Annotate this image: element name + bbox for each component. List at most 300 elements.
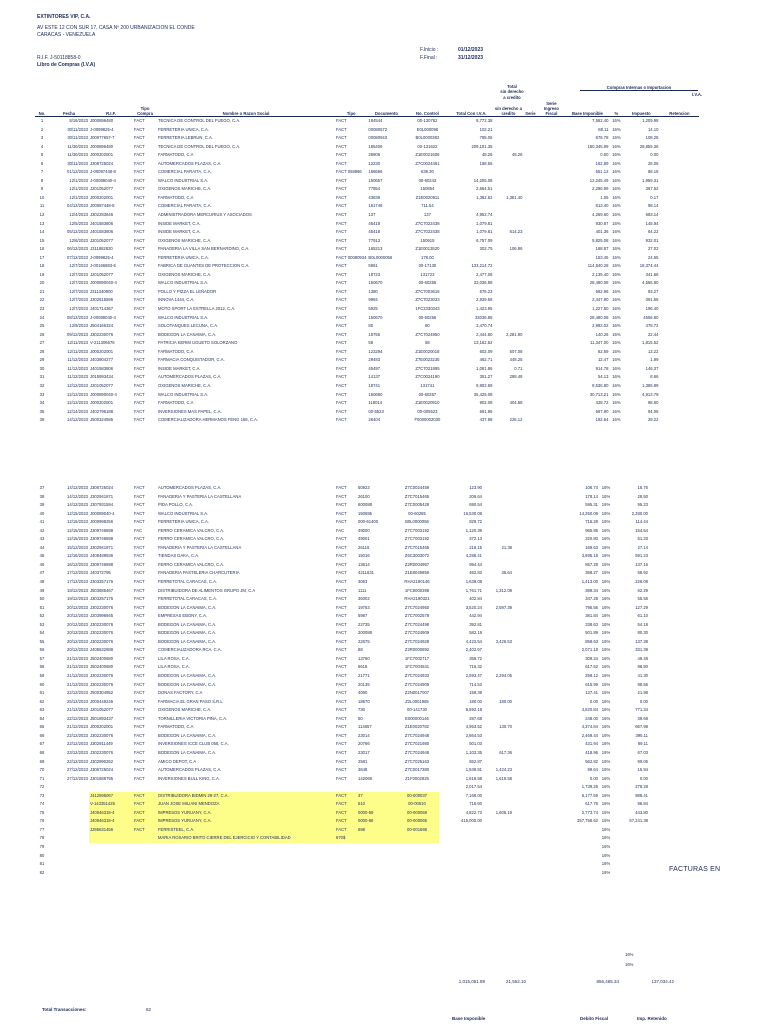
table-cell — [555, 843, 599, 852]
start-date-value: 01/12/2023 — [458, 47, 484, 53]
table-cell: Z7C7003192 — [404, 536, 430, 542]
table-cell — [523, 126, 537, 135]
table-cell: AUTOMERCADOS PLAZAS, C.A. — [158, 160, 222, 166]
table-cell: 857.28 — [585, 561, 598, 567]
table-cell: SOLOTANQUES LECUNA, C.A. — [158, 323, 219, 329]
table-cell: FACT — [134, 758, 145, 764]
table-cell — [527, 749, 555, 758]
table-cell: 602.09 — [479, 348, 493, 354]
table-cell: FACT — [134, 587, 145, 593]
table-cell: 62.29 — [637, 587, 648, 593]
table-cell: 0.00 — [589, 775, 598, 781]
table-cell — [537, 382, 565, 391]
table-cell: 0.00 — [650, 152, 659, 158]
table-cell: 35 — [39, 408, 45, 414]
table-cell: 50 — [358, 715, 363, 721]
table-cell: 180,345.99 — [587, 143, 609, 149]
table-cell: 16% — [601, 681, 611, 687]
table-cell: FACT — [134, 604, 145, 610]
table-row — [35, 783, 689, 792]
table-cell: 77854 — [368, 186, 381, 192]
table-row — [35, 296, 699, 305]
table-cell: LILA ROSA, C.A. — [158, 664, 190, 670]
table-row — [35, 578, 689, 587]
table-cell: 16% — [612, 400, 621, 406]
table-cell: BODEGON LA CANAIMA, C.A. — [158, 681, 217, 687]
table-cell — [527, 869, 555, 878]
table-cell: 1,209.98 — [642, 118, 659, 123]
table-cell — [335, 860, 357, 869]
table-cell — [527, 689, 555, 698]
table-cell: 1111 — [358, 587, 367, 593]
table-cell: FACT 058966 — [336, 169, 362, 175]
table-cell — [537, 365, 565, 374]
purchases-table-continued — [35, 484, 689, 877]
table-cell: FACT — [336, 314, 347, 320]
table-cell: 29.22 — [647, 417, 659, 423]
table-cell — [523, 408, 537, 417]
table-cell — [513, 493, 527, 502]
table-cell — [483, 834, 513, 843]
table-cell: 582.19 — [469, 630, 482, 636]
table-cell: LILA ROSA, C.A. — [158, 655, 190, 661]
table-cell: 68.60 — [647, 400, 659, 406]
table-row — [35, 681, 689, 690]
table-cell: FERRISTEEL, C.A. — [157, 826, 335, 835]
table-cell — [527, 484, 555, 493]
table-cell — [527, 860, 555, 869]
table-cell — [537, 322, 565, 331]
table-cell: 00-60256 — [418, 280, 437, 286]
table-cell: FACT — [134, 400, 145, 406]
table-cell: Z1F0002825 — [405, 775, 429, 781]
table-cell — [493, 177, 523, 186]
table-cell: 26118 — [358, 544, 370, 550]
table-cell — [483, 681, 513, 690]
table-cell: 34 — [39, 400, 45, 406]
table-cell: 8,536.80 — [592, 382, 609, 388]
table-cell: FACT — [335, 826, 357, 835]
table-cell — [523, 279, 537, 288]
table-row — [35, 740, 689, 749]
table-cell: TECNICA DE CONTROL DEL FUEGO, C.A. — [158, 143, 241, 149]
table-cell — [527, 646, 555, 655]
table-cell: 11/30/2023 — [67, 152, 88, 158]
table-cell: FACT — [134, 485, 145, 490]
table-cell: 00-60285 — [408, 510, 426, 516]
table-cell — [527, 681, 555, 690]
table-cell: 48.26 — [481, 152, 493, 158]
table-cell — [89, 843, 133, 852]
table-cell — [395, 843, 439, 852]
table-cell — [649, 629, 689, 638]
table-cell: 652.87 — [469, 758, 482, 764]
table-cell: FACT — [134, 382, 145, 388]
iva-group-header: I.V.A. — [692, 92, 703, 97]
table-cell — [659, 416, 699, 425]
table-cell: 37 — [39, 485, 45, 490]
company-rif: R.I.F. J-50118858-0 — [37, 55, 81, 61]
table-cell: J302911449 — [90, 741, 113, 747]
table-cell: 16% — [612, 348, 621, 354]
table-cell: 16% — [612, 323, 621, 329]
table-cell: 114857 — [358, 724, 372, 730]
table-cell: FACT — [336, 775, 347, 781]
table-cell: FACT — [336, 263, 347, 269]
table-row — [35, 305, 699, 314]
table-cell: 59 — [39, 673, 45, 679]
table-cell — [659, 288, 699, 297]
table-cell — [649, 783, 689, 792]
table-cell — [613, 852, 649, 861]
table-cell: 79 — [39, 843, 45, 849]
table-cell: J000890040-4 — [90, 391, 117, 397]
table-cell: 401.36 — [595, 229, 609, 235]
table-cell: 226.12 — [509, 417, 523, 423]
table-cell — [483, 792, 513, 801]
table-cell: J015993434 — [90, 374, 114, 380]
table-row — [35, 663, 689, 672]
table-cell: 60 — [39, 681, 45, 687]
table-cell: FACT — [134, 553, 145, 559]
table-cell — [357, 783, 395, 792]
table-cell — [513, 698, 527, 707]
table-cell: 28,855.36 — [639, 143, 659, 149]
table-cell: FACT — [336, 306, 347, 312]
table-cell: J502400680 — [90, 664, 114, 670]
table-cell: FACT — [134, 417, 145, 423]
table-cell: 30,713.21 — [589, 391, 609, 397]
table-cell: 1,539.81 — [465, 767, 482, 773]
company-address-2: CARACAS - VENEZUELA — [37, 32, 96, 38]
table-cell: 150670 — [368, 280, 383, 286]
table-row — [35, 552, 689, 561]
table-cell — [537, 245, 565, 254]
table-cell — [483, 612, 513, 621]
table-row — [35, 348, 699, 357]
table-cell — [395, 869, 439, 878]
table-row — [35, 587, 689, 596]
table-cell: FACT — [336, 408, 347, 414]
table-cell: 287.68 — [469, 715, 482, 721]
table-cell: 27/12/2023 — [67, 767, 88, 773]
table-cell — [649, 681, 689, 690]
table-cell: J306725024 — [90, 160, 114, 166]
table-cell — [527, 552, 555, 561]
table-cell: 28 — [39, 348, 45, 354]
table-cell: 21771 — [358, 673, 370, 679]
table-cell: FAC — [134, 527, 143, 533]
table-cell: 5961 — [368, 263, 378, 269]
table-cell: 99.64 — [587, 767, 598, 773]
table-cell: J201052077 — [90, 382, 114, 388]
table-cell: 15016 — [358, 553, 370, 559]
table-cell — [523, 356, 537, 365]
table-cell: 30/11/2023 — [67, 126, 88, 132]
table-cell: 80 — [425, 323, 430, 329]
table-cell: FACT — [134, 331, 145, 337]
table-cell — [649, 740, 689, 749]
table-cell: J405632888 — [90, 647, 114, 653]
table-cell: 98.56 — [637, 681, 648, 687]
table-cell: FERRETOTAL CARACAS, C.A. — [158, 596, 218, 602]
table-cell: 56 — [39, 647, 45, 653]
table-cell: J401583806 — [90, 229, 114, 235]
table-cell: FACT — [335, 809, 357, 818]
table-cell: 582.96 — [595, 288, 609, 294]
table-cell: J309746898 — [90, 561, 114, 567]
table-cell: FACT — [134, 596, 145, 602]
table-cell — [649, 518, 689, 527]
table-cell: 142068 — [358, 775, 372, 781]
table-cell: J302230076 — [90, 331, 114, 337]
table-cell — [357, 869, 395, 878]
table-cell: MARIA ROSARIO BRITO CIERRE DEL EJERCICIO Y CONTABILIDAD — [157, 834, 335, 843]
table-cell: 16% — [612, 254, 621, 260]
table-cell — [133, 843, 157, 852]
table-cell: 341.66 — [645, 271, 659, 277]
table-cell: 37 — [357, 792, 395, 801]
table-cell: FARMATODO, C.A — [158, 194, 194, 200]
table-cell: 683.14 — [645, 212, 659, 218]
table-cell — [649, 501, 689, 510]
table-row — [35, 262, 699, 271]
table-cell: 3,520.24 — [465, 604, 482, 610]
table-cell — [527, 775, 555, 784]
table-cell: J000202001 — [90, 724, 114, 730]
table-cell — [649, 843, 689, 852]
table-cell: FACT — [134, 169, 145, 175]
table-cell: FACT — [133, 817, 157, 826]
table-cell: FACT — [336, 374, 347, 380]
table-cell: FACT — [336, 382, 347, 388]
table-row — [35, 510, 689, 519]
table-cell — [659, 322, 699, 331]
table-cell: 714.53 — [469, 681, 482, 687]
column-header: Retencion — [659, 100, 699, 117]
table-cell: 510 — [357, 800, 395, 809]
table-cell: 1,739.26 — [581, 784, 598, 790]
table-cell — [513, 561, 527, 570]
table-cell — [513, 715, 527, 724]
table-cell: 16% — [601, 775, 611, 781]
table-cell: FACT — [134, 160, 145, 166]
table-cell: FACT — [336, 732, 347, 738]
table-cell: 49.48 — [637, 655, 648, 661]
table-cell — [649, 587, 689, 596]
column-header: Base Imponible — [565, 100, 609, 117]
table-cell: 00-60243 — [418, 177, 437, 183]
table-cell — [649, 715, 689, 724]
table-cell — [527, 706, 555, 715]
table-cell: 16% — [601, 698, 611, 704]
table-cell: 43839 — [368, 194, 381, 200]
table-cell: 54.13 — [597, 374, 609, 380]
table-cell: FACT — [134, 143, 145, 149]
table-cell: Z1E0021608 — [415, 152, 440, 158]
table-cell — [133, 869, 157, 878]
table-cell — [493, 168, 523, 177]
table-cell: 20135 — [358, 681, 370, 687]
table-row — [35, 852, 689, 861]
table-cell — [449, 202, 493, 211]
table-cell: J302230076 — [90, 621, 114, 627]
table-cell: 16% — [612, 212, 621, 218]
table-cell: J302230076 — [90, 681, 114, 687]
table-cell: FACT — [134, 254, 145, 260]
table-cell: J504166324 — [90, 323, 114, 329]
table-cell: Z7C7023033 — [415, 297, 440, 303]
table-cell: 5 — [40, 152, 44, 158]
table-cell: FERRETERIA LEBRUN, C.A. — [158, 135, 213, 141]
table-cell: 16% — [601, 861, 611, 867]
table-cell — [513, 484, 527, 493]
table-cell — [493, 220, 523, 229]
table-cell: 90.05 — [637, 758, 648, 764]
table-row — [35, 655, 689, 664]
table-row — [35, 211, 699, 220]
table-row — [35, 723, 689, 732]
table-cell: FACT — [336, 220, 347, 226]
footer-base-label: Base Imponible — [452, 1016, 486, 1021]
table-cell: 715.28 — [585, 519, 598, 525]
table-cell: 3 — [40, 135, 44, 141]
table-row — [35, 279, 699, 288]
table-cell — [513, 783, 527, 792]
table-cell: FACT — [336, 493, 347, 499]
table-cell: 367.52 — [645, 186, 659, 192]
column-header: No. Control — [405, 100, 449, 117]
table-cell: POLLO Y PIZZA EL LEÑADOR — [158, 288, 217, 294]
table-cell: 501.03 — [469, 741, 482, 747]
table-cell: 58 — [39, 664, 45, 670]
table-cell — [523, 262, 537, 271]
table-cell: Z6C3003072 — [404, 553, 430, 559]
table-cell: WALCO INDUSTRIAL S.A. — [158, 177, 209, 183]
table-cell: 15 — [39, 237, 45, 243]
table-cell: 57,241.38 — [629, 818, 648, 824]
table-cell: 1,227.50 — [592, 306, 609, 312]
extra-pct-2: 16% — [625, 962, 634, 967]
table-cell: 180.00 — [469, 698, 482, 704]
table-cell: AUTOMERCADOS PLAZAS, C.A. — [158, 374, 222, 380]
table-cell — [523, 194, 537, 203]
table-cell: 137.38 — [635, 638, 648, 644]
table-cell: FACT — [133, 826, 157, 835]
table-cell: 20/12/2023 — [67, 630, 88, 636]
table-cell: Z2N0017007 — [404, 690, 430, 696]
table-cell: Z2L0001965 — [405, 698, 429, 704]
table-cell — [49, 817, 89, 826]
table-cell: Z7C7002578 — [404, 613, 430, 619]
table-row — [35, 843, 689, 852]
table-cell: FACT — [134, 519, 145, 525]
table-cell — [649, 595, 689, 604]
table-cell: OXIGENOS MARICHE, C.A. — [158, 271, 212, 277]
table-cell: 20/12/2023 — [67, 638, 88, 644]
table-cell: 20/12/2023 — [67, 647, 88, 653]
table-cell: 2581 — [358, 758, 368, 764]
table-cell — [513, 869, 527, 878]
table-cell: 16% — [601, 613, 611, 619]
table-cell: 2,469.44 — [581, 732, 598, 738]
table-cell: 595.31 — [585, 502, 598, 508]
table-cell: FACT — [134, 306, 145, 312]
table-cell: 12/7/2023 — [69, 297, 88, 303]
table-cell: FACT — [134, 647, 145, 653]
table-cell: 278.28 — [635, 784, 648, 790]
table-cell: 80 — [368, 323, 374, 329]
table-cell: 357,758.62 — [577, 818, 598, 824]
table-cell — [483, 817, 513, 826]
table-cell — [527, 663, 555, 672]
total-impuesto: 137,034.42 — [651, 979, 674, 984]
table-cell: 2,447.90 — [592, 297, 609, 303]
table-cell: FACT — [336, 340, 347, 346]
table-cell — [493, 134, 523, 143]
table-cell: 12/1/2023 — [69, 177, 88, 183]
table-cell: 16% — [612, 263, 621, 269]
table-row — [35, 809, 689, 818]
table-cell: Z7C7003192 — [404, 527, 430, 533]
table-cell: 389.34 — [585, 587, 598, 593]
table-cell: 4,822.73 — [465, 809, 482, 815]
table-cell — [493, 322, 523, 331]
table-cell: 1.99 — [650, 357, 659, 363]
table-cell: FACT — [336, 280, 347, 286]
table-cell: FACT — [134, 348, 145, 354]
table-cell: 12/7/2023 — [69, 306, 88, 312]
table-cell: FACT — [336, 152, 347, 158]
table-cell — [659, 194, 699, 203]
table-cell: 127.29 — [635, 604, 648, 610]
table-cell: WALCO INDUSTRIAL S.A. — [158, 510, 209, 516]
table-row — [35, 860, 689, 869]
table-cell: 2,294.05 — [495, 673, 512, 679]
table-cell: FACT — [134, 502, 145, 508]
table-cell: 16% — [601, 493, 611, 499]
table-cell: 12/11/2023 — [67, 340, 88, 346]
table-cell — [649, 578, 689, 587]
table-cell: 1,061.86 — [476, 365, 493, 371]
table-cell: 331.39 — [635, 647, 648, 653]
table-row — [35, 672, 689, 681]
table-cell — [527, 843, 555, 852]
table-cell: 0.71 — [514, 365, 523, 371]
table-cell: J000998256 — [90, 519, 114, 525]
table-cell — [649, 758, 689, 767]
table-cell: FACT — [336, 630, 347, 636]
table-cell: 12/15/2023 — [67, 510, 88, 516]
table-cell: COMERCIALIZADORA HERMANOS FENG 168, C.A. — [158, 417, 259, 423]
table-cell: 17/12/2023 — [67, 570, 88, 576]
table-cell: 106.86 — [509, 246, 523, 252]
table-cell: FERRO CERAMICA VALCRO, C.A. — [158, 561, 225, 567]
table-cell: 12/7/2023 — [69, 271, 88, 277]
table-cell: 23/12/2023 — [67, 749, 88, 755]
column-header: Tipo — [335, 100, 367, 117]
table-cell — [483, 655, 513, 664]
table-cell — [537, 237, 565, 246]
table-cell: OXIGENOS MARICHE, C.A. — [158, 186, 212, 192]
table-cell: 16% — [612, 306, 621, 312]
table-cell — [649, 663, 689, 672]
table-cell: 372.13 — [469, 536, 482, 542]
table-cell: 04/12/2023 — [67, 203, 88, 209]
table-cell — [49, 834, 89, 843]
table-cell — [395, 834, 439, 843]
table-cell: 33036.88 — [474, 314, 493, 320]
